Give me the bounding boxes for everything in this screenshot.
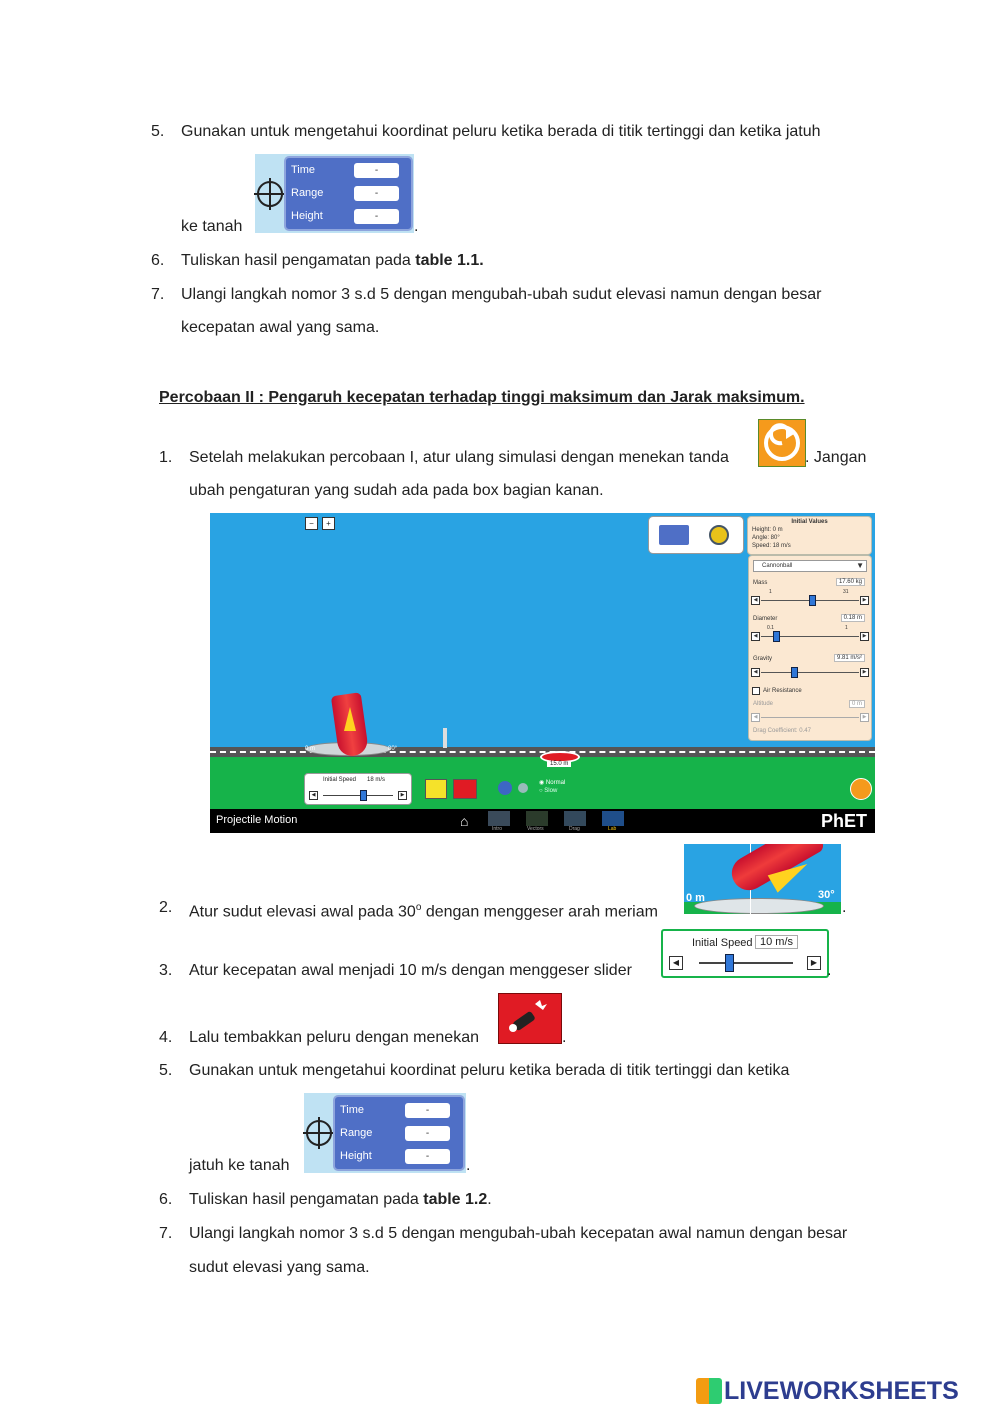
dropdown-arrow-icon: ▼ — [856, 561, 864, 570]
home-icon[interactable]: ⌂ — [460, 813, 469, 829]
height-value: - — [405, 1149, 450, 1164]
increase-arrow-icon: ▶ — [807, 956, 821, 970]
punctuation: . — [414, 218, 419, 235]
step-text-cont: jatuh ke tanah — [189, 1157, 290, 1174]
gravity-value: 9.81 m/s² — [834, 654, 865, 662]
step-button[interactable] — [518, 783, 528, 793]
height-readout: 0 m — [305, 746, 316, 752]
gravity-increase-button[interactable]: ▶ — [860, 668, 869, 677]
height-label: Height — [340, 1150, 372, 1162]
tools-box — [648, 516, 744, 554]
step-number: 5. — [159, 1062, 173, 1079]
measure-tool-icon[interactable] — [659, 525, 689, 545]
measure-panel — [284, 156, 413, 231]
initial-angle: Angle: 80° — [752, 535, 780, 541]
step-number: 7. — [151, 286, 165, 303]
step-text: Gunakan untuk mengetahui koordinat peluru ketika berada di titik tertinggi dan ketika — [189, 1062, 790, 1079]
target-distance: 15.0 m — [547, 761, 571, 767]
diameter-decrease-button[interactable]: ◀ — [751, 632, 760, 641]
settings-panel — [748, 555, 872, 741]
altitude-decrease-button[interactable]: ◀ — [751, 713, 760, 722]
height-label: Height — [291, 210, 323, 222]
initial-values-title: Initial Values — [791, 519, 828, 525]
screen-intro-icon[interactable] — [488, 811, 510, 826]
mass-max: 31 — [843, 589, 849, 595]
mass-min: 1 — [769, 589, 772, 595]
time-label: Time — [340, 1104, 365, 1116]
reset-button-image — [758, 419, 806, 467]
step-number: 7. — [159, 1225, 173, 1242]
time-label: Time — [291, 164, 316, 176]
initial-speed-slider-image — [661, 929, 829, 978]
drag-coefficient: Drag Coefficient: 0.47 — [753, 728, 811, 734]
phet-logo[interactable]: PhET — [820, 811, 867, 831]
time-value: - — [354, 163, 399, 178]
diameter-slider-knob[interactable] — [773, 631, 780, 642]
step-text: Lalu tembakkan peluru dengan menekan — [189, 1029, 479, 1046]
range-label: Range — [340, 1127, 373, 1139]
measure-panel — [333, 1095, 465, 1171]
mass-value: 17.60 kg — [836, 578, 865, 586]
gravity-decrease-button[interactable]: ◀ — [751, 668, 760, 677]
screen-lab-label: Lab — [608, 826, 617, 832]
angle-readout: 30° — [818, 889, 835, 901]
screen-lab-icon[interactable] — [602, 811, 624, 826]
speed-increase-button[interactable]: ▶ — [398, 791, 407, 800]
eraser-button[interactable] — [425, 779, 447, 799]
phet-simulation — [210, 513, 875, 833]
angle-readout: 80° — [388, 746, 398, 752]
measuring-tape-widget — [304, 1093, 466, 1173]
initial-speed-control — [304, 773, 412, 805]
speed-slider[interactable] — [323, 795, 393, 796]
cannon-angle-image — [684, 844, 841, 914]
section-heading: Percobaan II : Pengaruh kecepatan terhadap tinggi maksimum dan Jarak maksimum. — [159, 389, 805, 406]
step-text-cont: ubah pengaturan yang sudah ada pada box bagian kanan. — [189, 482, 604, 499]
height-value: - — [354, 209, 399, 224]
fire-button-image — [498, 993, 562, 1044]
diameter-value: 0.18 m — [841, 614, 865, 622]
speed-option-slow[interactable]: ○ Slow — [539, 788, 558, 794]
speed-slider-knob[interactable] — [360, 790, 367, 801]
logo-icon — [696, 1378, 722, 1404]
mass-slider-knob[interactable] — [809, 595, 816, 606]
altitude-value: 0 m — [849, 700, 865, 708]
step-number: 4. — [159, 1029, 173, 1046]
step-number: 2. — [159, 899, 173, 916]
screen-intro-label: Intro — [492, 826, 503, 832]
air-resistance-label: Air Resistance — [763, 688, 802, 694]
app-title: Projectile Motion — [216, 814, 298, 826]
air-resistance-checkbox[interactable] — [752, 687, 760, 695]
decrease-arrow-icon: ◀ — [669, 956, 683, 970]
diameter-min: 0.1 — [767, 625, 774, 631]
initial-speed-label: Initial Speed — [323, 777, 357, 783]
tape-measure-icon[interactable] — [709, 525, 729, 545]
step-text: Ulangi langkah nomor 3 s.d 5 dengan mengubah-ubah sudut elevasi namun dengan besar — [181, 286, 822, 303]
measuring-tape-widget — [255, 154, 414, 233]
gravity-slider-knob[interactable] — [791, 667, 798, 678]
mass-increase-button[interactable]: ▶ — [860, 596, 869, 605]
initial-speed: Speed: 18 m/s — [752, 543, 791, 549]
step-number: 6. — [159, 1191, 173, 1208]
screen-drag-label: Drag — [569, 826, 580, 832]
punctuation: . — [562, 1029, 567, 1046]
punctuation: . — [827, 962, 832, 979]
speed-option-normal[interactable]: ◉ Normal — [539, 780, 566, 786]
crosshair-icon — [257, 181, 283, 207]
step-text-cont: kecepatan awal yang sama. — [181, 319, 380, 336]
gravity-slider[interactable] — [761, 672, 859, 673]
navigation-bar — [210, 809, 875, 833]
height-readout: 0 m — [686, 892, 705, 904]
gravity-label: Gravity — [753, 656, 773, 662]
sim-reset-button[interactable] — [850, 778, 872, 800]
range-value: - — [354, 186, 399, 201]
liveworksheets-logo[interactable]: LIVEWORKSHEETS — [696, 1377, 959, 1406]
mass-label: Mass — [753, 580, 768, 586]
step-number: 6. — [151, 252, 165, 269]
punctuation: . — [842, 899, 847, 916]
initial-speed-value: 18 m/s — [367, 777, 386, 783]
slider-track — [699, 962, 793, 964]
step-text: Tuliskan hasil pengamatan pada table 1.2. — [189, 1191, 492, 1208]
step-text-cont: ke tanah — [181, 218, 243, 235]
diameter-increase-button[interactable]: ▶ — [860, 632, 869, 641]
cannon-fire-icon — [499, 994, 561, 1043]
fire-button[interactable] — [453, 779, 477, 799]
slider-knob — [725, 954, 734, 972]
altitude-label: Altitude — [753, 701, 774, 707]
screen-vectors-label: Vectors — [527, 826, 544, 832]
range-value: - — [405, 1126, 450, 1141]
step-number: 3. — [159, 962, 173, 979]
pause-button[interactable] — [498, 781, 512, 795]
initial-height: Height: 0 m — [752, 527, 783, 533]
speed-decrease-button[interactable]: ◀ — [309, 791, 318, 800]
person-figure — [443, 728, 447, 748]
initial-speed-label: Initial Speed — [692, 937, 753, 949]
altitude-slider[interactable] — [761, 717, 859, 718]
time-value: - — [405, 1103, 450, 1118]
step-text: Atur kecepatan awal menjadi 10 m/s dengan menggeser slider — [189, 962, 632, 979]
screen-vectors-icon[interactable] — [526, 811, 548, 826]
zoom-out-icon[interactable]: − — [305, 517, 318, 530]
step-text: Atur sudut elevasi awal pada 30$^o$ dengan menggeser arah meriam — [189, 902, 658, 921]
reset-icon — [759, 420, 805, 466]
cannon-flame — [344, 707, 356, 731]
initial-speed-value: 10 m/s — [755, 935, 798, 949]
step-text-cont: sudut elevasi yang sama. — [189, 1259, 370, 1276]
projectile-name: Cannonball — [762, 563, 793, 569]
screen-drag-icon[interactable] — [564, 811, 586, 826]
mass-decrease-button[interactable]: ◀ — [751, 596, 760, 605]
step-text: Ulangi langkah nomor 3 s.d 5 dengan mengubah-ubah kecepatan awal namun dengan besar — [189, 1225, 848, 1242]
range-label: Range — [291, 187, 324, 199]
step-text: Tuliskan hasil pengamatan pada table 1.1. — [181, 252, 484, 269]
diameter-label: Diameter — [753, 616, 778, 622]
initial-values-panel — [747, 516, 872, 555]
step-number: 1. — [159, 449, 173, 466]
cannon-base — [694, 898, 824, 914]
crosshair-icon — [306, 1120, 332, 1146]
zoom-in-icon[interactable]: + — [322, 517, 335, 530]
diameter-max: 1 — [845, 625, 848, 631]
step-text-tail: . Jangan — [805, 449, 867, 466]
projectile-select[interactable] — [753, 560, 867, 572]
step-number: 5. — [151, 123, 165, 140]
punctuation: . — [466, 1157, 471, 1174]
step-text: Gunakan untuk mengetahui koordinat peluru ketika berada di titik tertinggi dan ketika jatuh — [181, 123, 821, 140]
altitude-increase-button[interactable]: ▶ — [860, 713, 869, 722]
step-text: Setelah melakukan percobaan I, atur ulang simulasi dengan menekan tanda — [189, 449, 729, 466]
